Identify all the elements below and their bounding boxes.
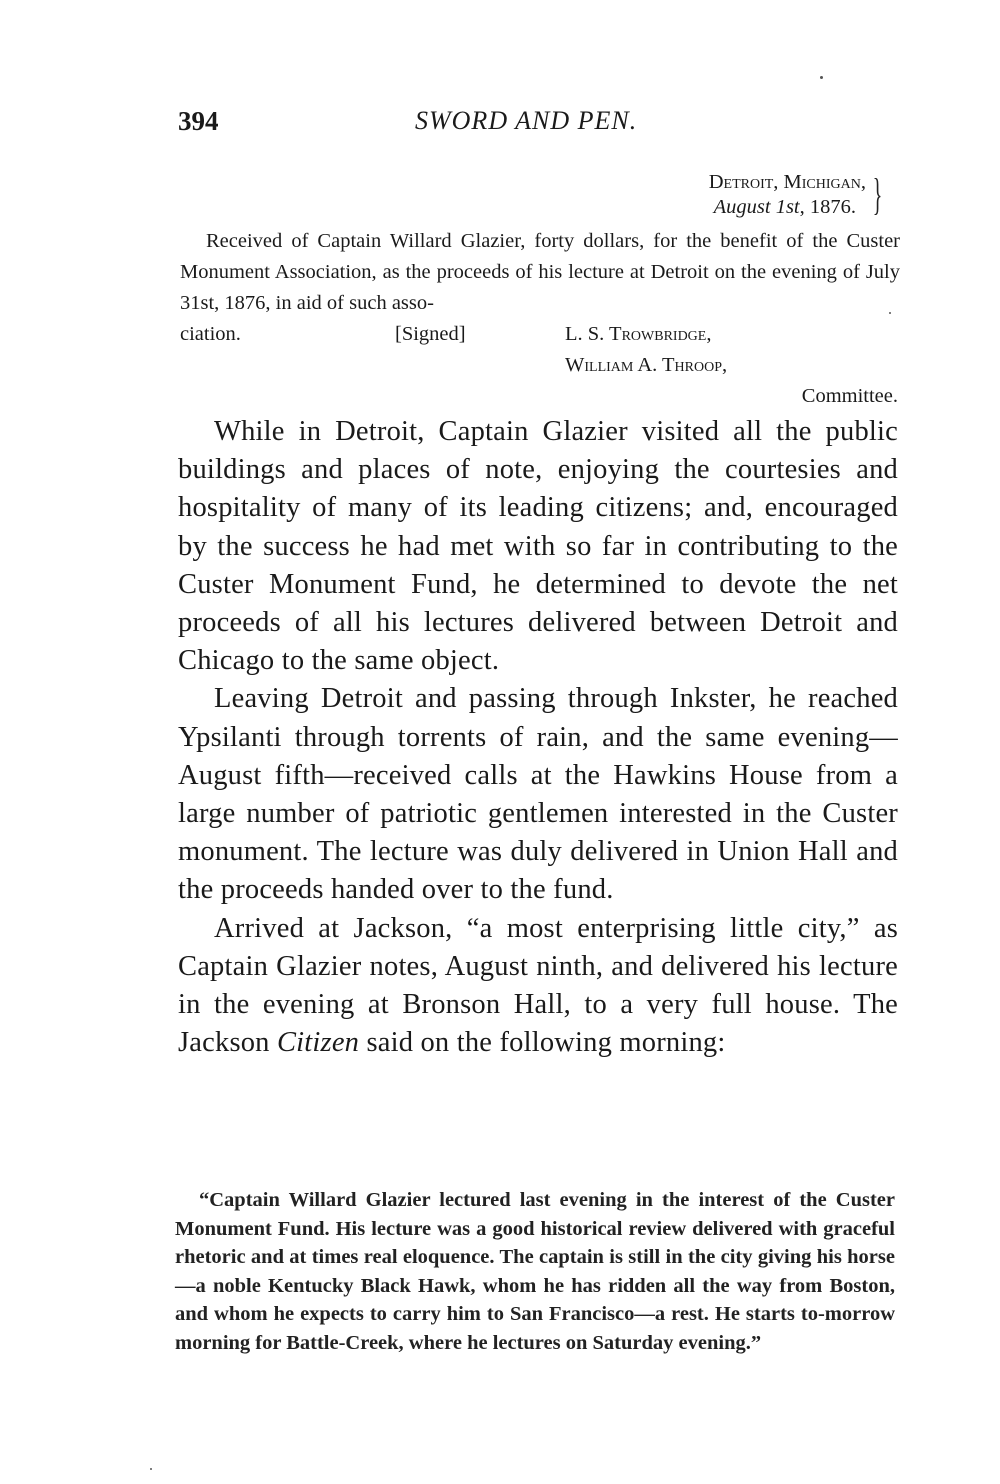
paragraph-jackson-part1: Arrived at Jackson, “a most enterprising little city,” as Captain Glazier notes, August ninth, and delivered his lecture in the evening at Bronson Hall, to a very full house. The Jackson	[178, 912, 898, 1059]
print-speck	[889, 312, 891, 314]
receipt-date-year: , 1876.	[799, 196, 856, 218]
print-speck	[820, 76, 823, 79]
newspaper-name: Citizen	[276, 1027, 360, 1059]
paragraph-ypsilanti: Leaving Detroit and passing through Inkster, he reached Ypsilanti through torrents of rain, and the same evening—August fifth—received calls at the Hawkins House from a large number of patriotic gentlemen interested in the Custer monument. The lecture was duly delivered in Union Hall and the proceeds handed over to the fund.	[178, 683, 898, 906]
receipt-date-day: August 1st	[713, 196, 800, 218]
paragraph-detroit: While in Detroit, Captain Glazier visited all the public buildings and places of note, enjoying the courtesies and hospitality of many of its leading citizens; and, encouraged by the success he had met with so far in contributing to the Custer Monument Fund, he determined to devote the net proceeds of all his lectures delivered between Detroit and Chicago to the same object.	[178, 416, 898, 677]
page-number: 394	[178, 106, 219, 136]
committee-label: Committee.	[801, 385, 898, 407]
print-speck	[150, 1468, 152, 1470]
receipt-block	[180, 168, 900, 412]
quote-text: “Captain Willard Glazier lectured last evening in the interest of the Custer Monument Fund. His lecture was a good historical review delivered with graceful rhetoric and at times real eloquence. The captain is still in the city giving his horse—a noble Kentucky Black Hawk, whom he has ridden all the way from Boston, and whom he expects to carry him to San Francisco—a rest. He starts to-morrow morning for Battle-Creek, where he lectures on Saturday evening.”	[175, 1189, 895, 1354]
signatory-trowbridge: L. S. Trowbridge,	[565, 323, 712, 345]
receipt-text: Received of Captain Willard Glazier, forty dollars, for the benefit of the Custer Monument Association, as the proceeds of his lecture at Detroit on the evening of July 31st, 1876, in aid of such asso-	[180, 230, 900, 314]
brace-glyph: }	[872, 170, 883, 219]
signatory-throop: William A. Throop,	[565, 354, 728, 376]
main-text	[178, 413, 898, 1062]
paragraph-jackson-part2: said on the following morning:	[359, 1027, 726, 1059]
receipt-dateline	[180, 168, 900, 226]
receipt-text-end: ciation.	[180, 323, 241, 345]
receipt-signature-row	[180, 319, 900, 350]
receipt-date	[714, 193, 856, 222]
newspaper-quote	[175, 1186, 895, 1358]
receipt-place: Detroit, Michigan,	[708, 171, 866, 193]
running-head: SWORD AND PEN.	[415, 106, 638, 135]
paragraph-jackson	[178, 910, 898, 1063]
signed-label: [Signed]	[395, 323, 466, 345]
page-header	[178, 106, 898, 146]
